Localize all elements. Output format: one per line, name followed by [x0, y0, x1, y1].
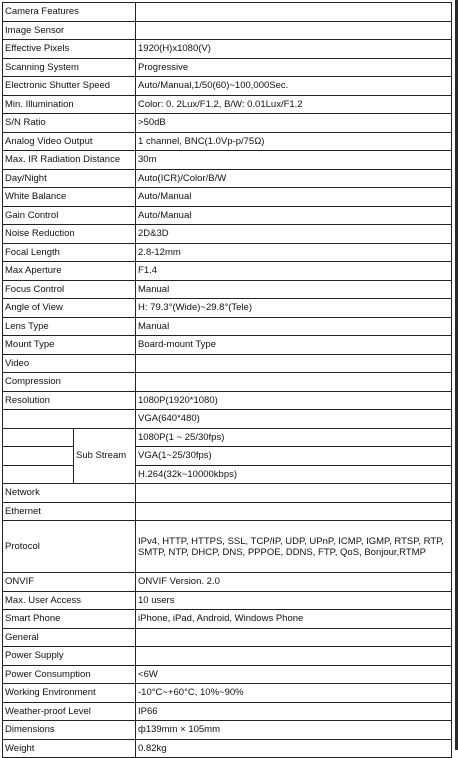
spec-value: 1 channel, BNC(1.0Vp-p/75Ω) — [136, 132, 452, 151]
spec-label-left — [3, 428, 74, 447]
spec-value — [136, 373, 452, 392]
spec-value — [136, 502, 452, 521]
spec-label: Network — [3, 484, 136, 503]
table-row — [3, 21, 452, 40]
table-row — [3, 373, 452, 392]
spec-label: Dimensions — [3, 721, 136, 740]
spec-value: IP66 — [136, 702, 452, 721]
table-row — [3, 684, 452, 703]
table-row — [3, 243, 452, 262]
spec-value: <6W — [136, 665, 452, 684]
spec-label: Resolution — [3, 391, 136, 410]
table-row — [3, 428, 452, 447]
spec-value: Board-mount Type — [136, 336, 452, 355]
spec-value: IPv4, HTTP, HTTPS, SSL, TCP/IP, UDP, UPnP, ICMP, IGMP, RTSP, RTP, SMTP, NTP, DHCP, DNS, PPPOE, DDNS, FTP, QoS, Bonjour,RTMP — [136, 521, 452, 573]
table-row — [3, 721, 452, 740]
spec-value: 0.82kg — [136, 739, 452, 758]
spec-label: Electronic Shutter Speed — [3, 77, 136, 96]
spec-label: Mount Type — [3, 336, 136, 355]
spec-value: Auto(ICR)/Color/B/W — [136, 169, 452, 188]
table-row — [3, 95, 452, 114]
spec-label: Compression — [3, 373, 136, 392]
table-row — [3, 591, 452, 610]
spec-value: >50dB — [136, 114, 452, 133]
spec-label: Power Supply — [3, 647, 136, 666]
spec-value: 10 users — [136, 591, 452, 610]
spec-value: Manual — [136, 317, 452, 336]
spec-value: 1080P(1 ~ 25/30fps) — [136, 428, 452, 447]
spec-value — [136, 647, 452, 666]
table-row — [3, 225, 452, 244]
spec-value: iPhone, iPad, Android, Windows Phone — [136, 610, 452, 629]
spec-value: -10°C~+60°C, 10%~90% — [136, 684, 452, 703]
spec-label: General — [3, 628, 136, 647]
table-row — [3, 299, 452, 318]
spec-label: Noise Reduction — [3, 225, 136, 244]
spec-value: Color: 0. 2Lux/F1.2, B/W: 0.01Lux/F1.2 — [136, 95, 452, 114]
spec-value: H: 79.3°(Wide)~29.8°(Tele) — [136, 299, 452, 318]
spec-value: ONVIF Version. 2.0 — [136, 573, 452, 592]
spec-label: Focal Length — [3, 243, 136, 262]
table-row — [3, 391, 452, 410]
spec-label: Video — [3, 354, 136, 373]
table-row — [3, 188, 452, 207]
table-row — [3, 151, 452, 170]
spec-label: Weather-proof Level — [3, 702, 136, 721]
spec-label: Day/Night — [3, 169, 136, 188]
spec-label: Smart Phone — [3, 610, 136, 629]
spec-label: Lens Type — [3, 317, 136, 336]
spec-label: Power Consumption — [3, 665, 136, 684]
table-row — [3, 169, 452, 188]
spec-value: 1080P(1920*1080) — [136, 391, 452, 410]
table-row — [3, 114, 452, 133]
spec-value: VGA(1~25/30fps) — [136, 447, 452, 466]
spec-label: Focus Control — [3, 280, 136, 299]
table-row — [3, 502, 452, 521]
spec-value: 30m — [136, 151, 452, 170]
table-row — [3, 447, 452, 466]
spec-value — [136, 21, 452, 40]
table-row — [3, 647, 452, 666]
spec-label: Max. IR Radiation Distance — [3, 151, 136, 170]
spec-value — [136, 354, 452, 373]
table-row — [3, 410, 452, 429]
table-row — [3, 354, 452, 373]
spec-label: Max Aperture — [3, 262, 136, 281]
table-row — [3, 610, 452, 629]
table-row — [3, 280, 452, 299]
spec-value: F1.4 — [136, 262, 452, 281]
spec-label: Angle of View — [3, 299, 136, 318]
spec-label: Camera Features — [3, 3, 136, 22]
table-row — [3, 465, 452, 484]
table-row — [3, 702, 452, 721]
spec-value: 2.8-12mm — [136, 243, 452, 262]
spec-value — [136, 628, 452, 647]
spec-label: White Balance — [3, 188, 136, 207]
spec-label: ONVIF — [3, 573, 136, 592]
spec-value: VGA(640*480) — [136, 410, 452, 429]
spec-value: Manual — [136, 280, 452, 299]
table-row — [3, 521, 452, 573]
spec-label: S/N Ratio — [3, 114, 136, 133]
spec-label-left — [3, 447, 74, 466]
spec-value: ф139mm × 105mm — [136, 721, 452, 740]
spec-label: Gain Control — [3, 206, 136, 225]
spec-label: Ethernet — [3, 502, 136, 521]
spec-value — [136, 3, 452, 22]
spec-value: H.264(32k~10000kbps) — [136, 465, 452, 484]
spec-value: 1920(H)x1080(V) — [136, 40, 452, 59]
spec-table — [2, 2, 452, 758]
spec-label-left — [3, 465, 74, 484]
table-row — [3, 132, 452, 151]
table-row — [3, 573, 452, 592]
table-row — [3, 77, 452, 96]
spec-sublabel: Sub Stream — [74, 428, 136, 484]
spec-value: Auto/Manual — [136, 188, 452, 207]
table-row — [3, 40, 452, 59]
table-row — [3, 336, 452, 355]
spec-label: Analog Video Output — [3, 132, 136, 151]
spec-label: Effective Pixels — [3, 40, 136, 59]
table-row — [3, 58, 452, 77]
spec-label — [3, 410, 136, 429]
spec-label: Max. User Access — [3, 591, 136, 610]
table-row — [3, 484, 452, 503]
table-row — [3, 3, 452, 22]
spec-value: Auto/Manual,1/50(60)~100,000Sec. — [136, 77, 452, 96]
spec-label: Working Environment — [3, 684, 136, 703]
table-row — [3, 262, 452, 281]
spec-value: 2D&3D — [136, 225, 452, 244]
spec-value: Progressive — [136, 58, 452, 77]
table-row — [3, 317, 452, 336]
table-row — [3, 628, 452, 647]
spec-label: Image Sensor — [3, 21, 136, 40]
spec-label: Protocol — [3, 521, 136, 573]
spec-value — [136, 484, 452, 503]
table-row — [3, 665, 452, 684]
spec-label: Scanning System — [3, 58, 136, 77]
spec-label: Min. Illumination — [3, 95, 136, 114]
table-row — [3, 739, 452, 758]
table-row — [3, 206, 452, 225]
spec-label: Weight — [3, 739, 136, 758]
spec-value: Auto/Manual — [136, 206, 452, 225]
